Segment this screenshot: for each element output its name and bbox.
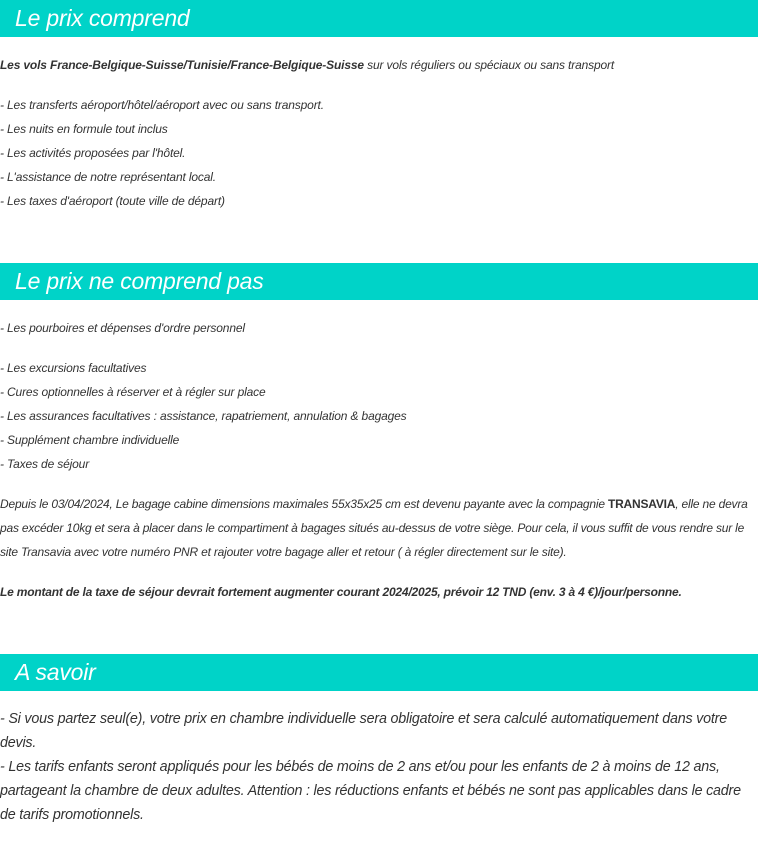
section-title: Le prix comprend — [15, 5, 190, 31]
baggage-note — [0, 492, 756, 564]
list-item: - Les nuits en formule tout inclus — [0, 122, 168, 136]
flights-bold: Les vols France-Belgique-Suisse/Tunisie/France-Belgique-Suisse — [0, 58, 364, 72]
company-name: TRANSAVIA — [607, 497, 676, 511]
section-header-price-includes — [0, 0, 758, 37]
flights-line — [0, 53, 614, 77]
list-item: - Cures optionnelles à réserver et à régler sur place — [0, 385, 266, 399]
tax-note: Le montant de la taxe de séjour devrait fortement augmenter courant 2024/2025, prévoir 12 TND (env. 3 à 4 €)/jour/personne. — [0, 585, 682, 599]
section-header-good-to-know — [0, 654, 758, 691]
list-item: - Les taxes d'aéroport (toute ville de départ) — [0, 194, 225, 208]
section-header-price-excludes — [0, 263, 758, 300]
list-item: - Supplément chambre individuelle — [0, 433, 180, 447]
list-item: - Les transferts aéroport/hôtel/aéroport avec ou sans transport. — [0, 98, 324, 112]
baggage-text: , elle ne devra pas excéder 10kg et sera à placer dans le compartiment à bagages situés au-dessus de votre siège. Pour cela, il vous suffit de vous rendre sur le site Transavia avec votre numéro PNR et rajouter votre bagage aller et retour ( à régler directement sur le site). — [0, 497, 748, 559]
flights-rest: sur vols réguliers ou spéciaux ou sans transport — [363, 58, 615, 72]
list-item: - Les assurances facultatives : assistance, rapatriement, annulation & bagages — [0, 409, 407, 423]
list-item: - L'assistance de notre représentant local. — [0, 170, 216, 184]
section-title: Le prix ne comprend pas — [15, 268, 264, 294]
list-item: - Les pourboires et dépenses d'ordre personnel — [0, 321, 245, 335]
list-item: - Les activités proposées par l'hôtel. — [0, 146, 186, 160]
section-title: A savoir — [15, 659, 96, 685]
baggage-text: Depuis le 03/04/2024, Le bagage cabine dimensions maximales 55x35x25 cm est devenu payante avec la compagnie — [0, 497, 608, 511]
list-item: - Les excursions facultatives — [0, 361, 147, 375]
list-item: - Taxes de séjour — [0, 457, 90, 471]
info-note: - Si vous partez seul(e), votre prix en chambre individuelle sera obligatoire et sera calculé automatiquement dans votre devis. — [0, 711, 727, 751]
info-note: - Les tarifs enfants seront appliqués pour les bébés de moins de 2 ans et/ou pour les enfants de 2 à moins de 12 ans, partageant la chambre de deux adultes. Attention : les réductions enfants et bébés ne sont pas applicables dans le cadre de tarifs promotionnels. — [0, 759, 741, 823]
